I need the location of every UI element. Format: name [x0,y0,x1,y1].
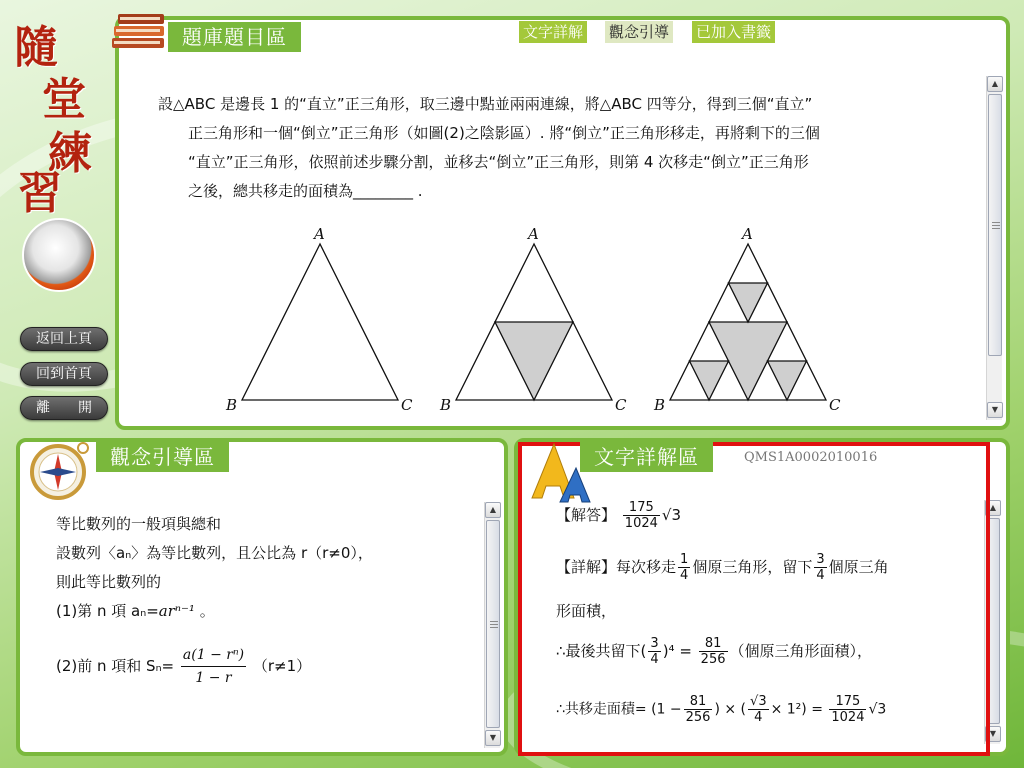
solution-panel-title: 文字詳解區 [580,442,713,472]
tab-concept-guide[interactable]: 觀念引導 [605,21,673,43]
concept-panel-title: 觀念引導區 [96,442,229,472]
vertex-label-c: C [615,396,627,414]
scroll-up-icon[interactable]: ▲ [985,500,1001,516]
concept-line: 設數列〈aₙ〉為等比數列，且公比為 r（r≠0）， [56,544,373,562]
tab-bookmark-added[interactable]: 已加入書籤 [692,21,775,43]
concept-text [56,510,466,689]
books-icon [108,8,172,58]
question-line: 之後，總共移走的面積為________ . [188,182,423,200]
concept-formula-2: (2)前 n 項和 Sₙ= $\frac{\text{a(1 − rⁿ)}}{1 - r}$ （r≠1） [56,644,466,689]
triangle-figures [222,224,852,416]
scroll-thumb[interactable] [988,94,1002,356]
logo-char: 練 [48,128,92,179]
detail-line-1: 【詳解】每次移走 $\frac{1}{4}$ 個原三角形，留下 $\frac{3}{4}$ 個原三角 [556,552,889,583]
triangle-figure-1 [242,244,398,400]
detail-line-2: 形面積， [556,602,617,620]
concept-line: 則此等比數列的 [56,573,162,591]
concept-scrollbar[interactable] [484,502,500,748]
compass-icon [28,440,90,502]
home-button[interactable]: 回到首頁 [20,362,108,386]
vertex-label-b: B [654,396,666,414]
detail-line-4: ∴共移走面積= (1 − $\frac{81}{256}$ ) × ( $\frac{√3}{4}$ × 1²) = $\frac{175}{1024}$ √3 [556,694,887,725]
logo-ring-icon [22,218,96,292]
solution-text [556,500,976,736]
vertex-label-a: A [314,225,325,243]
question-line: “直立”正三角形，依照前述步驟分割，並移去“倒立”正三角形，則第 4 次移走“倒立”正三角形 [188,153,809,171]
vertex-label-c: C [829,396,841,414]
logo-char: 隨 [14,22,58,73]
vertex-label-a: A [742,225,753,243]
tab-text-solution[interactable]: 文字詳解 [519,21,587,43]
vertex-label-a: A [528,225,539,243]
question-text [158,90,968,206]
question-panel-title: 題庫題目區 [168,22,301,52]
scroll-down-icon[interactable]: ▼ [985,726,1001,742]
concept-formula-1: (1)第 n 項 aₙ=arⁿ⁻¹ 。 [56,602,215,620]
vertex-label-b: B [226,396,238,414]
question-line: 設△ABC 是邊長 1 的“直立”正三角形，取三邊中點並兩兩連線，將△ABC 四等分，得到三個“直立” [158,95,813,113]
logo-char: 堂 [42,74,86,125]
exit-button[interactable]: 離 開 [20,396,108,420]
concept-line: 等比數列的一般項與總和 [56,515,222,533]
app-logo [12,22,108,292]
question-code: QMS1A0002010016 [744,450,878,465]
logo-char: 習 [18,168,62,219]
scroll-up-icon[interactable]: ▲ [987,76,1003,92]
triangle-figure-3 [653,225,841,414]
detail-line-3: ∴最後共留下( $\frac{3}{4}$ )⁴ = $\frac{81}{256}$ （個原三角形面積）， [556,636,873,667]
question-scrollbar[interactable] [986,76,1002,420]
vertex-label-c: C [401,396,413,414]
question-line: 正三角形和一個“倒立”正三角形（如圖(2)之陰影區）. 將“倒立”正三角形移走，再將剩下的三個 [188,124,820,142]
scroll-down-icon[interactable]: ▼ [485,730,501,746]
triangle-figure-2 [439,225,627,414]
back-button[interactable]: 返回上頁 [20,327,108,351]
scroll-thumb[interactable] [486,520,500,728]
scroll-down-icon[interactable]: ▼ [987,402,1003,418]
vertex-label-b: B [440,396,452,414]
answer-line: 【解答】 $\frac{175}{1024}$ √3 [556,500,681,531]
scroll-up-icon[interactable]: ▲ [485,502,501,518]
